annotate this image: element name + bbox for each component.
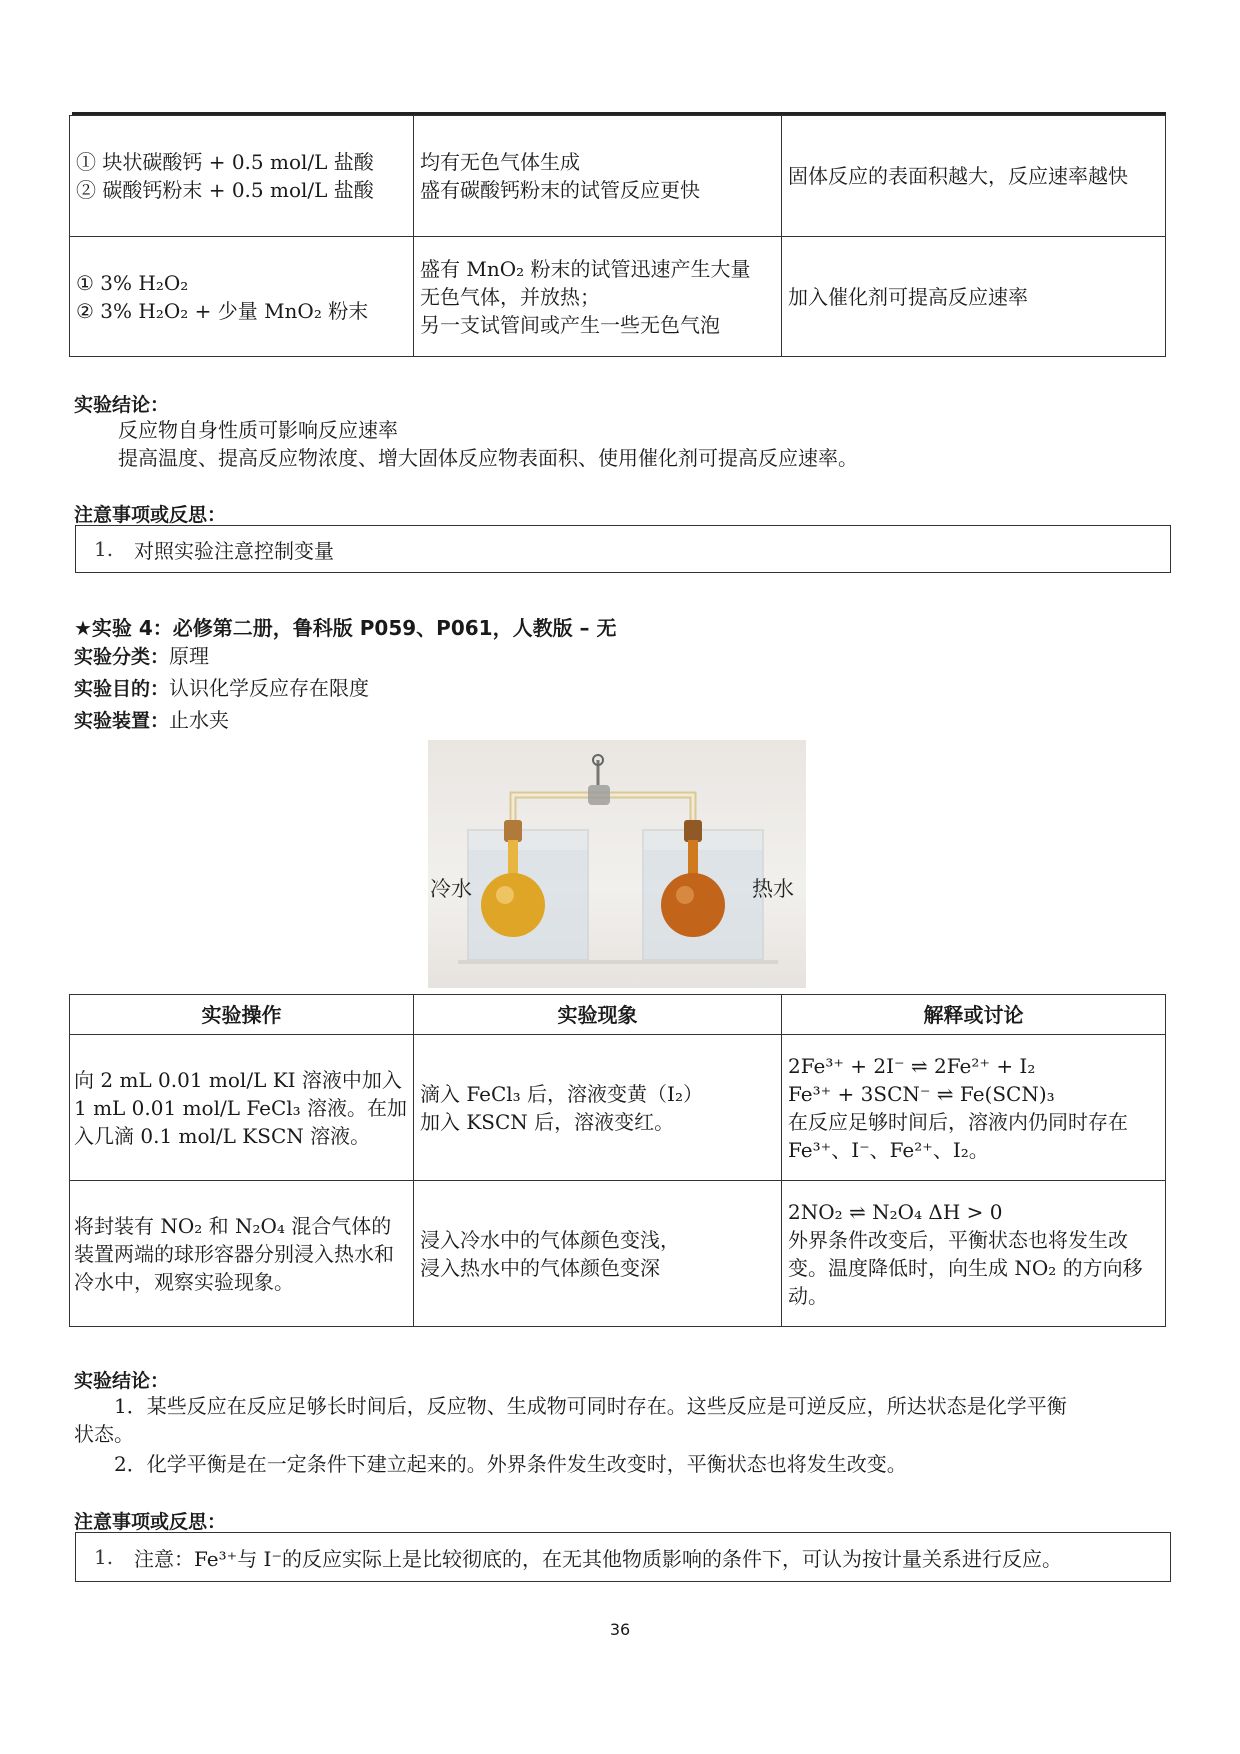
operation-cell: 将封装有 NO₂ 和 N₂O₄ 混合气体的装置两端的球形容器分别浸入热水和冷水中，观察实验现象。 (70, 1181, 414, 1327)
equilibrium-apparatus-photo (428, 740, 806, 988)
header-operation: 实验操作 (70, 995, 414, 1035)
experiment-purpose: 实验目的：认识化学反应存在限度 (74, 676, 370, 700)
experiment-category: 实验分类：原理 (74, 644, 210, 668)
table-row (70, 1181, 1166, 1327)
page-number: 36 (609, 1620, 631, 1639)
notes-heading: 注意事项或反思： (74, 504, 227, 526)
hot-water-label: 热水 (752, 877, 794, 901)
operation-cell: ① 3% H₂O₂ ② 3% H₂O₂ + 少量 MnO₂ 粉末 (70, 237, 414, 357)
operation-cell: ① 块状碳酸钙 + 0.5 mol/L 盐酸 ② 碳酸钙粉末 + 0.5 mol/L 盐酸 (70, 116, 414, 237)
conclusion-line: 状态。 (74, 1422, 134, 1446)
operation-cell: 向 2 mL 0.01 mol/L KI 溶液中加入 1 mL 0.01 mol/L FeCl₃ 溶液。在加入几滴 0.1 mol/L KSCN 溶液。 (70, 1035, 414, 1181)
explanation-cell: 固体反应的表面积越大，反应速率越快 (782, 116, 1166, 237)
header-explanation: 解释或讨论 (782, 995, 1166, 1035)
conclusion-line: 2．化学平衡是在一定条件下建立起来的。外界条件发生改变时，平衡状态也将发生改变。 (114, 1452, 907, 1476)
equilibrium-table (69, 994, 1166, 1327)
phenomenon-cell: 均有无色气体生成 盛有碳酸钙粉末的试管反应更快 (414, 116, 782, 237)
table-header-row (70, 995, 1166, 1035)
table-row (70, 1035, 1166, 1181)
note-text: 对照实验注意控制变量 (134, 538, 334, 563)
notes-box (75, 525, 1171, 573)
explanation-cell: 加入催化剂可提高反应速率 (782, 237, 1166, 357)
note-number: 1. (94, 1545, 114, 1569)
apparatus-illustration (428, 740, 806, 988)
phenomenon-cell: 滴入 FeCl₃ 后，溶液变黄（I₂） 加入 KSCN 后，溶液变红。 (414, 1035, 782, 1181)
table-row (70, 237, 1166, 357)
note-text: 注意：Fe³⁺与 I⁻的反应实际上是比较彻底的，在无其他物质影响的条件下，可认为按计量关系进行反应。 (134, 1546, 1063, 1571)
explanation-cell: 2NO₂ ⇌ N₂O₄ ΔH > 0 外界条件改变后，平衡状态也将发生改 变。温度降低时，向生成 NO₂ 的方向移 动。 (782, 1181, 1166, 1327)
notes-box (75, 1532, 1171, 1582)
cold-water-label: 冷水 (430, 877, 472, 901)
conclusion-heading: 实验结论： (74, 1370, 170, 1392)
table-row (70, 116, 1166, 237)
note-number: 1. (94, 537, 114, 561)
conclusion-heading: 实验结论： (74, 394, 170, 416)
conclusion-line: 反应物自身性质可影响反应速率 (118, 418, 398, 442)
header-phenomenon: 实验现象 (414, 995, 782, 1035)
phenomenon-cell: 浸入冷水中的气体颜色变浅， 浸入热水中的气体颜色变深 (414, 1181, 782, 1327)
experiment-title: ★实验 4：必修第二册，鲁科版 P059、P061，人教版 – 无 (74, 616, 617, 640)
experiment-apparatus: 实验装置：止水夹 (74, 708, 230, 732)
phenomenon-cell: 盛有 MnO₂ 粉末的试管迅速产生大量 无色气体，并放热； 另一支试管间或产生一些无色气泡 (414, 237, 782, 357)
conclusion-line: 1．某些反应在反应足够长时间后，反应物、生成物可同时存在。这些反应是可逆反应，所达状态是化学平衡 (114, 1394, 1067, 1418)
notes-heading: 注意事项或反思： (74, 1511, 227, 1533)
conclusion-line: 提高温度、提高反应物浓度、增大固体反应物表面积、使用催化剂可提高反应速率。 (118, 446, 858, 470)
reaction-rate-table (69, 115, 1166, 357)
explanation-cell: 2Fe³⁺ + 2I⁻ ⇌ 2Fe²⁺ + I₂ Fe³⁺ + 3SCN⁻ ⇌ Fe(SCN)₃ 在反应足够时间后，溶液内仍同时存在 Fe³⁺、I⁻、Fe²⁺、I₂。 (782, 1035, 1166, 1181)
